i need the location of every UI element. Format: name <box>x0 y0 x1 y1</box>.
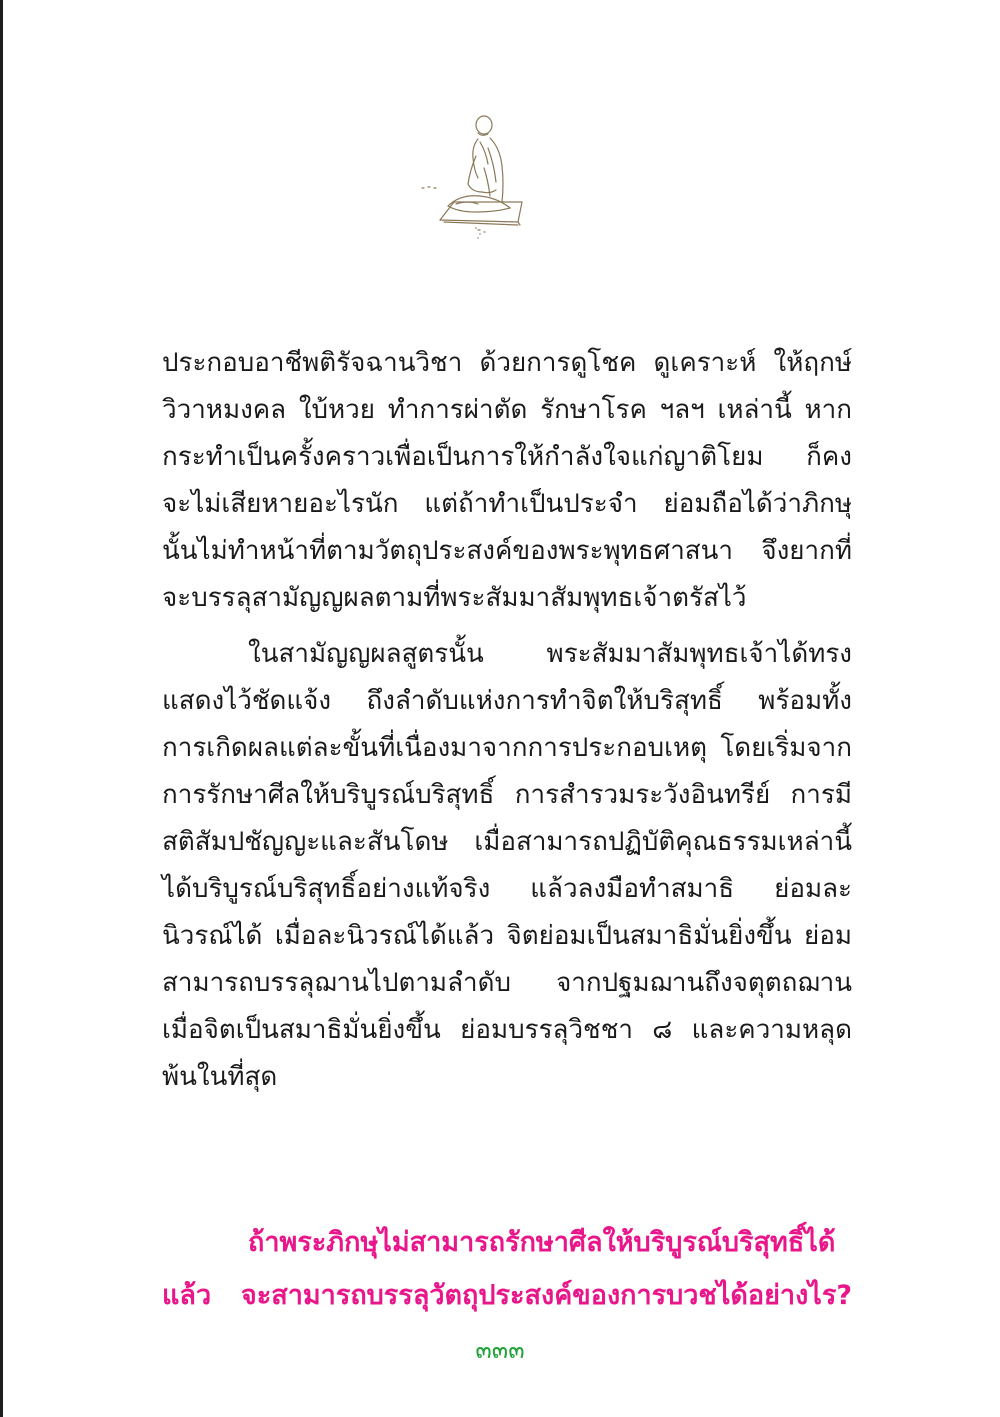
paragraph-line: วิวาหมงคล ใบ้หวย ทำการผ่าตัด รักษาโรค ฯลฯ เหล่านี้ หาก <box>162 395 852 425</box>
paragraph-line: การเกิดผลแต่ละขั้นที่เนื่องมาจากการประกอบเหตุ โดยเริ่มจาก <box>162 733 852 763</box>
paragraph-line: สติสัมปชัญญะและสันโดษ เมื่อสามารถปฏิบัติคุณธรรมเหล่านี้ <box>162 827 852 857</box>
paragraph-line: จะไม่เสียหายอะไรนัก แต่ถ้าทำเป็นประจำ ย่อมถือได้ว่าภิกษุ <box>162 489 852 519</box>
paragraph-2 <box>162 631 852 1101</box>
body-text <box>162 340 852 1101</box>
paragraph-line: เมื่อจิตเป็นสมาธิมั่นยิ่งขึ้น ย่อมบรรลุวิชชา ๘ และความหลุด <box>162 1015 852 1045</box>
paragraph-line: สามารถบรรลุฌานไปตามลำดับ จากปฐมฌานถึงจตุตถฌาน <box>162 968 852 998</box>
page-edge-line <box>0 0 3 1417</box>
paragraph-line: พ้นในที่สุด <box>162 1062 278 1092</box>
page-number: ๓๓๓ <box>475 1336 525 1364</box>
paragraph-line: การรักษาศีลให้บริบูรณ์บริสุทธิ์ การสำรวมระวังอินทรีย์ การมี <box>162 780 852 810</box>
paragraph-line: ได้บริบูรณ์บริสุทธิ์อย่างแท้จริง แล้วลงมือทำสมาธิ ย่อมละ <box>162 874 852 904</box>
paragraph-line: จะบรรลุสามัญญผลตามที่พระสัมมาสัมพุทธเจ้าตรัสไว้ <box>162 583 747 613</box>
question-line: ถ้าพระภิกษุไม่สามารถรักษาศีลให้บริบูรณ์บริสุทธิ์ได้ <box>248 1227 836 1258</box>
paragraph-line: ในสามัญญผลสูตรนั้น พระสัมมาสัมพุทธเจ้าได้ทรง <box>248 639 852 669</box>
paragraph-line: นั้นไม่ทำหน้าที่ตามวัตถุประสงค์ของพระพุทธศาสนา จึงยากที่ <box>162 536 852 566</box>
paragraph-1 <box>162 340 852 622</box>
question-line: แล้ว จะสามารถบรรลุวัตถุประสงค์ของการบวชได้อย่างไร? <box>162 1280 852 1311</box>
paragraph-line: แสดงไว้ชัดแจ้ง ถึงลำดับแห่งการทำจิตให้บริสุทธิ์ พร้อมทั้ง <box>162 686 852 716</box>
paragraph-line: นิวรณ์ได้ เมื่อละนิวรณ์ได้แล้ว จิตย่อมเป็นสมาธิมั่นยิ่งขึ้น ย่อม <box>162 921 852 951</box>
paragraph-line: ประกอบอาชีพติรัจฉานวิชา ด้วยการดูโชค ดูเคราะห์ ให้ฤกษ์ <box>162 348 852 378</box>
meditating-monk-sketch-icon <box>418 108 536 243</box>
highlighted-question <box>162 1216 852 1322</box>
paragraph-line: กระทำเป็นครั้งคราวเพื่อเป็นการให้กำลังใจแก่ญาติโยม ก็คง <box>162 442 852 472</box>
